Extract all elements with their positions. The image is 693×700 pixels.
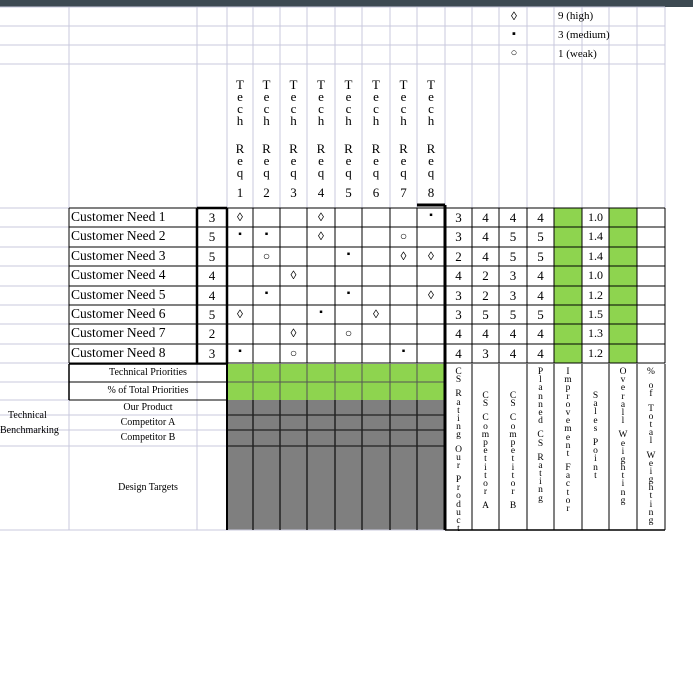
- cs-competitor-b-value: 4: [509, 346, 517, 361]
- planned-cs-rating-value: 5: [537, 249, 544, 264]
- sales-point-value: 1.2: [588, 288, 603, 302]
- sales-point-value: 1.4: [588, 249, 603, 263]
- relationship-symbol: ◊: [373, 307, 379, 321]
- planned-cs-rating-value: 4: [537, 268, 544, 283]
- planned-cs-rating-value: 5: [537, 307, 544, 322]
- relationship-symbol: ◊: [428, 249, 434, 263]
- importance-value: 3: [208, 346, 216, 361]
- importance-value: 3: [208, 210, 216, 225]
- relationship-symbol: ◊: [400, 249, 407, 263]
- importance-value: 4: [208, 268, 216, 283]
- cs-our-product-value: 2: [455, 249, 462, 264]
- cs-competitor-b-value: 4: [509, 210, 517, 225]
- tech-req-header-1: T e c h R e q 1: [235, 77, 245, 200]
- customer-need-label: Customer Need 4: [71, 267, 166, 282]
- importance-value: 4: [208, 288, 216, 303]
- design-targets-label: Design Targets: [118, 482, 178, 493]
- customer-need-label: Customer Need 8: [71, 345, 166, 360]
- relationship-symbol: ▪: [264, 229, 269, 240]
- cs-competitor-a-value: 4: [482, 229, 489, 244]
- relationship-symbol: ▪: [264, 288, 269, 299]
- relationship-symbol: ◊: [290, 326, 297, 340]
- customer-need-label: Customer Need 7: [71, 325, 166, 340]
- cs-competitor-b-value: 5: [509, 229, 517, 244]
- cs-competitor-a-value: 4: [482, 249, 489, 264]
- cs-competitor-a-value: 3: [482, 346, 489, 361]
- planned-cs-rating-value: 4: [537, 210, 544, 225]
- cs-our-product-value: 3: [455, 229, 462, 244]
- relationship-symbol: ○: [399, 229, 408, 243]
- relationship-symbol: ◊: [237, 210, 243, 224]
- sales-point-value: 1.2: [588, 346, 603, 360]
- technical-benchmarking-label-1: Technical: [8, 410, 47, 421]
- customer-need-label: Customer Need 3: [71, 248, 166, 263]
- relationship-symbol: ▪: [346, 288, 351, 299]
- tech-req-header-6: T e c h R e q 6: [371, 77, 381, 200]
- competitor-b-label: Competitor B: [120, 432, 176, 443]
- sales-point-value: 1.0: [588, 210, 603, 224]
- cs-our-product-value: 3: [455, 307, 462, 322]
- relationship-symbol: ◊: [237, 307, 243, 321]
- planning-header-4: P l a n n e d C S R a t i n g: [537, 367, 544, 504]
- sales-point-value: 1.4: [588, 229, 603, 243]
- relationship-symbol: ▪: [319, 307, 323, 318]
- sales-point-value: 1.3: [588, 326, 603, 340]
- cs-competitor-b-value: 5: [509, 307, 517, 322]
- cs-competitor-a-value: 5: [482, 307, 489, 322]
- sales-point-value: 1.0: [588, 268, 603, 282]
- customer-need-label: Customer Need 6: [71, 306, 166, 321]
- planned-cs-rating-value: 4: [537, 326, 544, 341]
- relationship-symbol: ▪: [238, 229, 242, 240]
- planning-header-1: C S R a t i n g O u r P r o d u c t: [455, 367, 462, 535]
- cs-competitor-a-value: 4: [482, 210, 489, 225]
- planning-header-5: I m p r o v e m e n t F a c t o r: [564, 367, 572, 514]
- legend-weak-symbol: ○: [510, 47, 518, 59]
- legend-weak-label: 1 (weak): [558, 48, 597, 60]
- planning-header-3: C S C o m p e t i t o r B: [509, 391, 517, 512]
- cs-our-product-value: 3: [455, 210, 462, 225]
- planned-cs-rating-value: 4: [537, 346, 544, 361]
- tech-req-header-5: T e c h R e q 5: [344, 77, 353, 200]
- relationship-symbol: ▪: [238, 346, 242, 357]
- relationship-symbol: ▪: [401, 346, 406, 357]
- pct-total-priorities-label: % of Total Priorities: [107, 385, 189, 396]
- planning-header-6: S a l e s P o i n t: [592, 391, 599, 481]
- planning-header-8: % o f T o t a l W e i g h t i n g: [646, 367, 656, 526]
- tech-req-header-2: T e c h R e q 2: [262, 77, 271, 200]
- relationship-symbol: ▪: [346, 249, 351, 260]
- relationship-symbol: ◊: [318, 210, 324, 224]
- relationship-symbol: ▪: [429, 210, 433, 221]
- tech-req-header-4: T e c h R e q 4: [316, 77, 326, 200]
- tech-req-header-3: T e c h R e q 3: [289, 77, 298, 200]
- importance-value: 5: [208, 249, 216, 264]
- importance-value: 5: [208, 307, 216, 322]
- tech-req-header-8: T e c h R e q 8: [426, 77, 436, 200]
- legend-medium-symbol: ▪: [512, 28, 516, 40]
- cs-our-product-value: 4: [455, 268, 462, 283]
- importance-value: 2: [208, 326, 216, 341]
- cs-competitor-b-value: 3: [509, 288, 517, 303]
- relationship-symbol: ○: [344, 326, 353, 340]
- cs-competitor-a-value: 2: [482, 288, 489, 303]
- cs-competitor-b-value: 5: [509, 249, 517, 264]
- legend-high-label: 9 (high): [558, 10, 594, 22]
- competitor-a-label: Competitor A: [120, 417, 176, 428]
- relationship-symbol: ○: [262, 249, 271, 263]
- relationship-symbol: ◊: [318, 229, 324, 243]
- cs-competitor-a-value: 2: [482, 268, 489, 283]
- benchmarking-fill: [227, 400, 445, 530]
- planning-header-7: O v e r a l l W e i g h t i n g: [618, 367, 628, 506]
- tech-req-header-7: T e c h R e q 7: [399, 77, 408, 200]
- customer-need-label: Customer Need 2: [71, 228, 166, 243]
- technical-priorities-label: Technical Priorities: [109, 367, 187, 378]
- our-product-label: Our Product: [123, 402, 173, 413]
- cs-our-product-value: 4: [455, 326, 462, 341]
- customer-need-label: Customer Need 1: [71, 209, 166, 224]
- cs-competitor-b-value: 4: [509, 326, 517, 341]
- planning-header-2: C S C o m p e t i t o r A: [481, 391, 490, 512]
- cs-competitor-b-value: 3: [509, 268, 517, 283]
- cs-our-product-value: 3: [455, 288, 462, 303]
- relationship-symbol: ◊: [428, 288, 434, 302]
- planned-cs-rating-value: 4: [537, 288, 544, 303]
- legend-medium-label: 3 (medium): [558, 29, 610, 41]
- cs-our-product-value: 4: [455, 346, 462, 361]
- cs-competitor-a-value: 4: [482, 326, 489, 341]
- sales-point-value: 1.5: [588, 307, 603, 321]
- planned-cs-rating-value: 5: [537, 229, 544, 244]
- customer-need-label: Customer Need 5: [71, 287, 166, 302]
- technical-benchmarking-label-2: Benchmarking: [0, 425, 59, 436]
- relationship-symbol: ◊: [290, 268, 297, 282]
- importance-value: 5: [208, 229, 216, 244]
- legend-high-symbol: ◊: [511, 9, 517, 23]
- relationship-symbol: ○: [289, 346, 298, 360]
